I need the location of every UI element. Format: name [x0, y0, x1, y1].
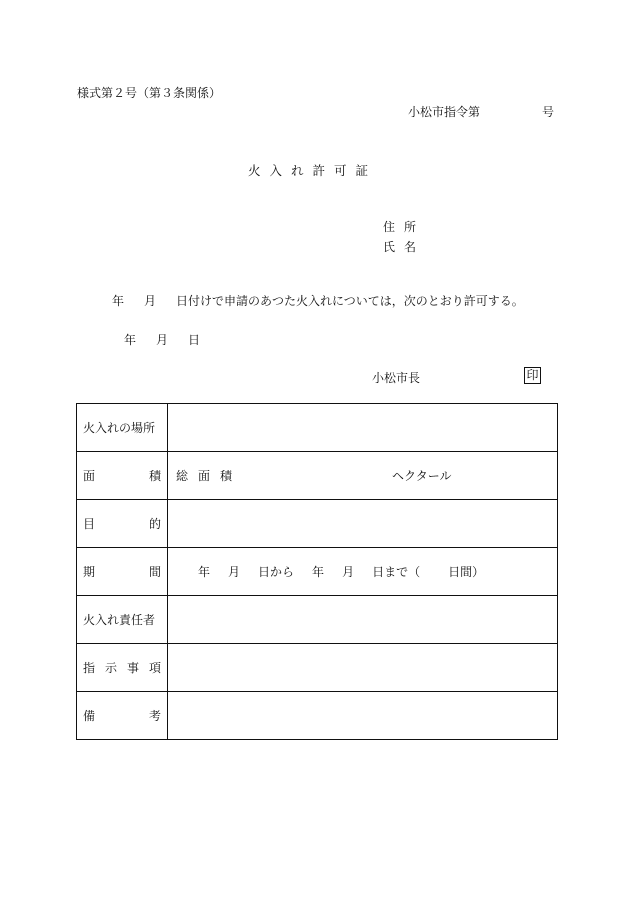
row-value-location	[168, 404, 558, 452]
row-label-period	[77, 548, 168, 596]
row-label-purpose	[77, 500, 168, 548]
issue-year: 年	[124, 333, 137, 347]
hectare-unit: ヘクタール	[392, 469, 452, 483]
permit-statement	[112, 292, 524, 309]
row-value-area	[168, 452, 558, 500]
row-label-location: 火入れの場所	[77, 404, 168, 452]
table-row	[77, 404, 558, 452]
period-month-1: 月	[228, 565, 241, 579]
period-until: 日まで（	[372, 565, 421, 579]
row-label-area	[77, 452, 168, 500]
issue-date	[124, 331, 200, 348]
period-year-1: 年	[198, 565, 211, 579]
spread-label: 指 示 事 項	[83, 661, 161, 675]
period-from: 日から	[258, 565, 295, 579]
period-days: 日間）	[448, 565, 485, 579]
table-row	[77, 548, 558, 596]
statement-text: 日付けで申請のあつた火入れについては，次のとおり許可する。	[176, 294, 524, 308]
table-row	[77, 500, 558, 548]
table-row	[77, 644, 558, 692]
row-value-remarks	[168, 692, 558, 740]
row-label-remarks	[77, 692, 168, 740]
row-value-purpose	[168, 500, 558, 548]
seal-box: 印	[524, 367, 541, 384]
table-row	[77, 692, 558, 740]
address-label: 住所	[383, 220, 426, 234]
period-year-2: 年	[312, 565, 325, 579]
row-value-instructions	[168, 644, 558, 692]
table-row	[77, 596, 558, 644]
permit-details-table	[76, 403, 558, 740]
row-value-period	[168, 548, 558, 596]
permit-number	[408, 103, 554, 120]
permit-number-suffix: 号	[542, 105, 555, 119]
statement-month: 月	[144, 294, 157, 308]
name-label: 氏名	[383, 240, 426, 254]
issuer-mayor: 小松市長	[372, 371, 421, 385]
total-area-label: 総面積	[176, 469, 243, 483]
permit-number-prefix: 小松市指令第	[408, 105, 481, 119]
row-label-instructions	[77, 644, 168, 692]
period-month-2: 月	[342, 565, 355, 579]
spread-label: 備 考	[83, 709, 161, 723]
row-value-responsible	[168, 596, 558, 644]
row-label-responsible: 火入れ責任者	[77, 596, 168, 644]
statement-year: 年	[112, 294, 125, 308]
document-title: 火入れ許可証	[248, 163, 378, 178]
spread-label: 面 積	[83, 469, 161, 483]
form-number: 様式第２号（第３条関係）	[77, 86, 222, 100]
issue-month: 月	[156, 333, 169, 347]
spread-label: 期 間	[83, 565, 161, 579]
issue-day: 日	[188, 333, 201, 347]
spread-label: 目 的	[83, 517, 161, 531]
table-row	[77, 452, 558, 500]
